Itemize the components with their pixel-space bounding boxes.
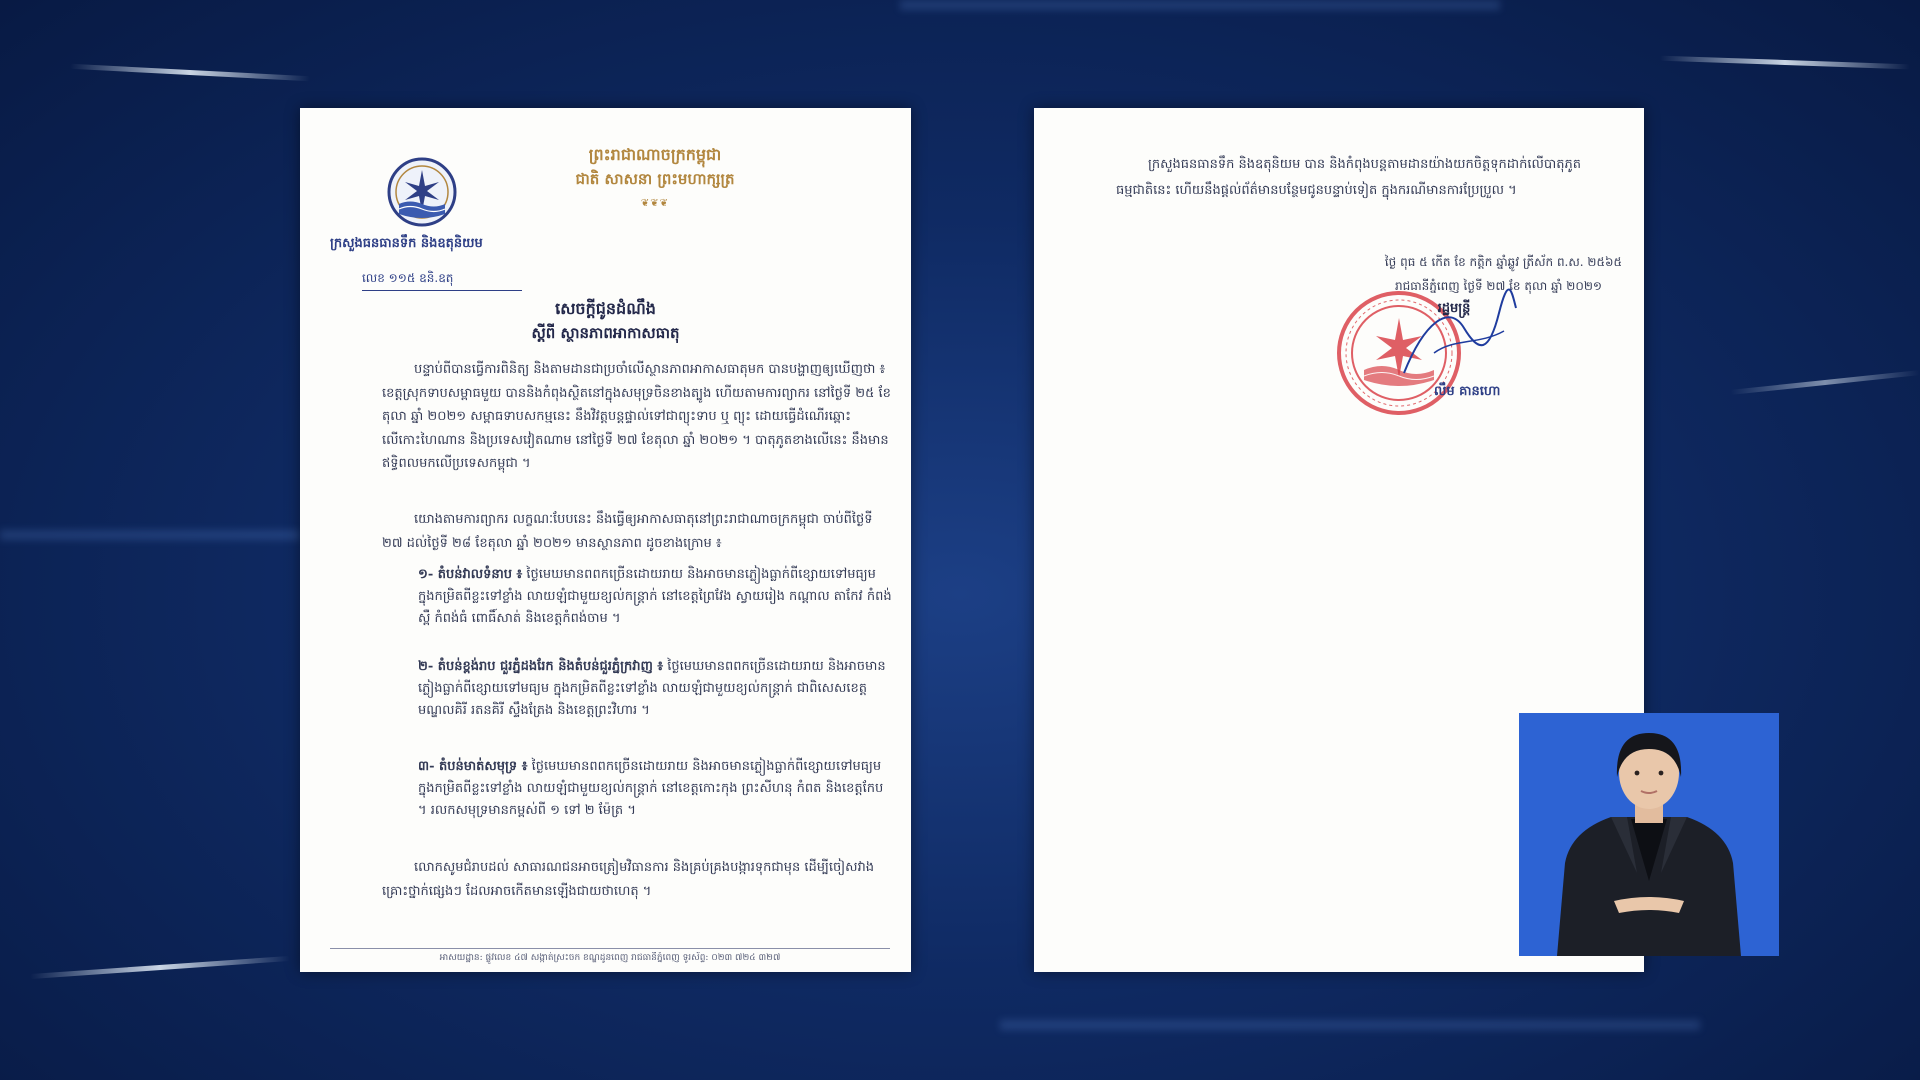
list-item-label: ២- តំបន់ខ្ពង់រាប ជួរភ្នំដងរែក និងតំបន់ជួរភ្នំក្រវាញ ៖: [418, 659, 664, 674]
list-item-label: ១- តំបន់វាលទំនាប ៖: [418, 567, 523, 582]
closing-paragraph: លោកសូមជំរាបដល់ សាធារណជនអាចត្រៀមវិធានការ និងគ្រប់គ្រងបង្ការទុកជាមុន ដើម្បីចៀសវាងគ្រោះថ្នាក់ផ្សេងៗ ដែលអាចកើតមានឡើងជាយថាហេតុ ។: [382, 860, 874, 899]
notice-title: សេចក្តីជូនដំណឹង: [555, 299, 656, 318]
list-item-text: ថ្ងៃមេឃមានពពកច្រើនដោយរាយ និងអាចមានភ្លៀងធ្លាក់ពីខ្សោយទៅមធ្យម ក្នុងកម្រិតពីខ្លះទៅខ្លាំង លាយឡំជាមួយខ្យល់កន្ត្រាក់ នៅខេត្តកោះកុង ព្រះសីហនុ កំពត និងខេត្តកែប ។ រលកសមុទ្រមានកម្ពស់ពី ១ ទៅ ២ ម៉ែត្រ ។: [418, 759, 884, 818]
continuation-paragraph: ក្រសួងធនធានទឹក និងឧតុនិយម បាន និងកំពុងបន្តតាមដានយ៉ាងយកចិត្តទុកដាក់លើបាតុភូតធម្មជាតិនេះ ហើយនឹងផ្តល់ព័ត៌មានបន្ថែមជូនបន្ទាប់ទៀត ក្នុងករណីមានការប្រែប្រួល ។: [1116, 157, 1581, 198]
footer-divider: [330, 948, 890, 949]
location-date: រាជធានីភ្នំពេញ ថ្ងៃទី ២៧ ខែ តុលា ឆ្នាំ ២០២១: [1394, 279, 1602, 293]
sign-language-interpreter-video: [1519, 713, 1779, 956]
notice-subtitle: ស្តីពី ស្ថានភាពអាកាសធាតុ: [531, 324, 680, 342]
forecast-paragraph: យោងតាមការព្យាករ លក្ខណៈបែបនេះ នឹងធ្វើឲ្យអាកាសធាតុនៅព្រះរាជាណាចក្រកម្ពុជា ចាប់ពីថ្ងៃទី ២៧ ដល់ថ្ងៃទី ២៨ ខែតុលា ឆ្នាំ ២០២១ មានស្ថានភាព ដូចខាងក្រោម ៖: [382, 512, 873, 551]
list-item-coastal: [418, 756, 893, 822]
national-motto: ជាតិ សាសនា ព្រះមហាក្សត្រ: [575, 170, 735, 188]
motto-divider: ❦❦❦: [640, 198, 670, 209]
kingdom-heading: ព្រះរាជាណាចក្រកម្ពុជា: [588, 145, 722, 164]
intro-paragraph: បន្ទាប់ពីបានធ្វើការពិនិត្យ និងតាមដានជាប្រចាំលើស្ថានភាពអាកាសធាតុមក បានបង្ហាញឲ្យឃើញថា ៖ ខេត្តស្រុកទាបសម្ពាធមួយ បាននិងកំពុងស្ថិតនៅក្នុងសមុទ្រចិនខាងត្បូង ហើយតាមការព្យាករ នៅថ្ងៃទី ២៥ ខែតុលា ឆ្នាំ ២០២១ សម្ពាធទាបសកម្មនេះ នឹងវិវត្តបន្តផ្ទាល់ទៅជាព្យុះទាប ឬ ព្យុះ ដោយធ្វើដំណើរឆ្ពោះលើកោះហៃណាន និងប្រទេសវៀតណាម នៅថ្ងៃទី ២៧ ខែតុលា ឆ្នាំ ២០២១ ។ បាតុភូតខាងលើនេះ នឹងមានឥទ្ធិពលមកលើប្រទេសកម្ពុជា ។: [382, 362, 891, 471]
list-item-highlands: [418, 656, 893, 722]
document-page-1: [300, 108, 911, 972]
list-item-text: ថ្ងៃមេឃមានពពកច្រើនដោយរាយ និងអាចមានភ្លៀងធ្លាក់ពីខ្សោយទៅមធ្យម ក្នុងកម្រិតពីខ្លះទៅខ្លាំង លាយឡំជាមួយខ្យល់កន្ត្រាក់ នៅខេត្តព្រៃវែង ស្វាយរៀង កណ្តាល តាកែវ កំពង់ស្ពឺ កំពង់ធំ ពោធិ៍សាត់ និងខេត្តកំពង់ចាម ។: [418, 567, 892, 626]
ministry-name: ក្រសួងធនធានទឹក និងឧតុនិយម: [330, 236, 483, 251]
signatory-name: លឹម គានហោ: [1434, 384, 1501, 399]
list-item-text: ថ្ងៃមេឃមានពពកច្រើនដោយរាយ និងអាចមានភ្លៀងធ្លាក់ពីខ្សោយទៅមធ្យម ក្នុងកម្រិតពីខ្លះទៅខ្លាំង លាយឡំជាមួយខ្យល់កន្ត្រាក់ ជាពិសេសខេត្តមណ្ឌលគិរី រតនគិរី ស្ទឹងត្រែង និងខេត្តព្រះវិហារ ។: [418, 659, 886, 718]
signature-title: រដ្ឋមន្ត្រី: [1437, 301, 1471, 316]
ministry-emblem: [387, 156, 457, 228]
list-item-lowlands: [418, 564, 893, 630]
reference-number: លេខ ១១៥ ឧនិ.ឧតុ: [362, 270, 522, 291]
list-item-label: ៣- តំបន់មាត់សមុទ្រ ៖: [418, 759, 528, 774]
footer-address: អាសយដ្ឋាន: ផ្លូវលេខ ៤៧ សង្កាត់ស្រះចក ខណ្ឌដូនពេញ រាជធានីភ្នំពេញ ទូរស័ព្ទ: ០២៣ ៧២៤ ៣២៧: [439, 953, 781, 963]
lunar-date: ថ្ងៃ ពុធ ៥ កើត ខែ កត្តិក ឆ្នាំឆ្លូវ ត្រីស័ក ព.ស. ២៥៦៥: [1384, 255, 1622, 269]
